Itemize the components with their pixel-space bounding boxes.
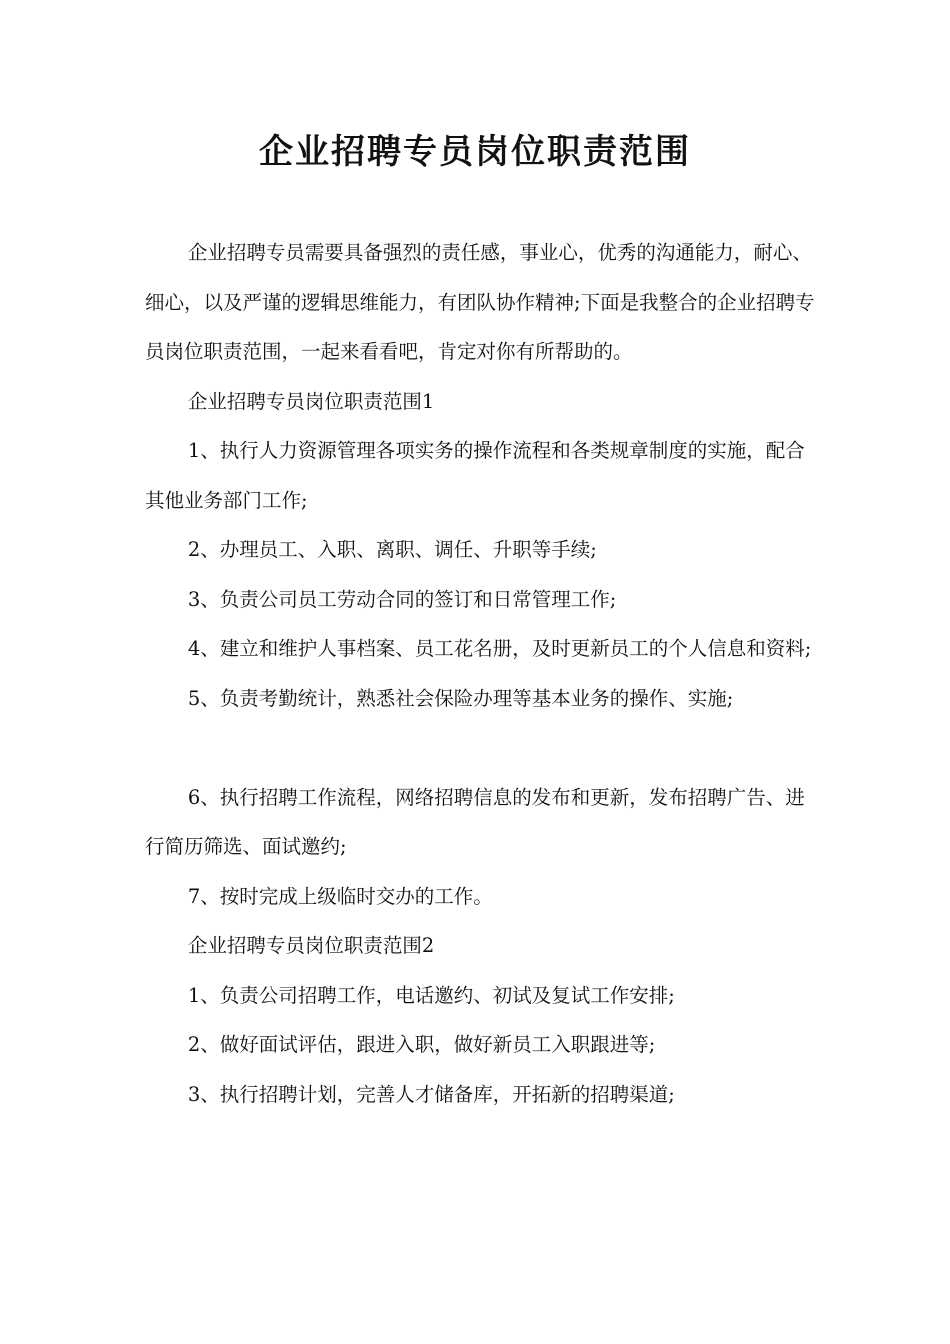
section-heading-2: 企业招聘专员岗位职责范围2 [187, 934, 435, 957]
duty-item: 7、按时完成上级临时交办的工作。 [187, 884, 493, 908]
intro-paragraph: 企业招聘专员需要具备强烈的责任感，事业心，优秀的沟通能力，耐心、细心，以及严谨的逻辑思维能力，有团队协作精神;下面是我整合的企业招聘专员岗位职责范围，一起来看看吧，肯定对你有所帮助的。 [145, 241, 815, 363]
duty-item: 3、负责公司员工劳动合同的签订和日常管理工作; [187, 587, 617, 611]
section-heading-1: 企业招聘专员岗位职责范围1 [187, 389, 435, 413]
duty-item: 6、执行招聘工作流程，网络招聘信息的发布和更新，发布招聘广告、进行简历筛选、面试邀约; [145, 785, 805, 858]
duty-item: 1、执行人力资源管理各项实务的操作流程和各类规章制度的实施，配合其他业务部门工作; [145, 439, 805, 512]
duty-item: 3、执行招聘计划，完善人才储备库，开拓新的招聘渠道; [187, 1082, 675, 1106]
duty-item: 1、负责公司招聘工作，电话邀约、初试及复试工作安排; [187, 983, 675, 1007]
duty-item: 2、做好面试评估，跟进入职，做好新员工入职跟进等; [187, 1033, 656, 1056]
duty-item: 5、负责考勤统计，熟悉社会保险办理等基本业务的操作、实施; [187, 686, 734, 710]
duty-item: 4、建立和维护人事档案、员工花名册，及时更新员工的个人信息和资料; [187, 637, 812, 660]
duty-item: 2、办理员工、入职、离职、调任、升职等手续; [187, 538, 597, 561]
page-title: 企业招聘专员岗位职责范围 [259, 132, 691, 172]
document-body [145, 228, 815, 1119]
